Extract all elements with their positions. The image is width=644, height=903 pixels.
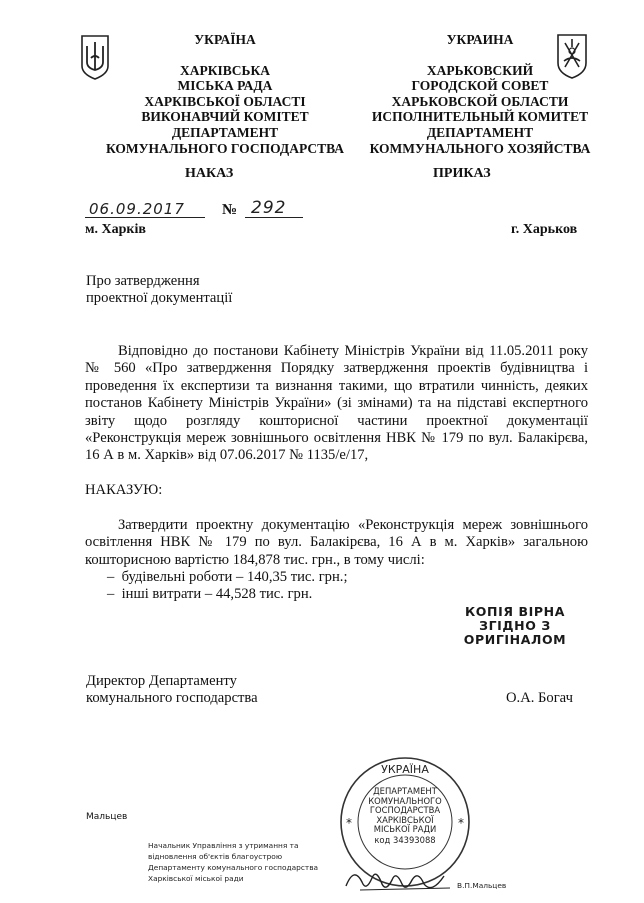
seal-star-left: * [346,816,352,830]
org-line: ДЕПАРТАМЕНТ [171,124,279,140]
copy-certified-stamp: КОПІЯ ВІРНА ЗГІДНО З ОРИГІНАЛОМ [463,604,567,647]
signatory-title: Директор Департаменту комунального господарства [86,673,258,707]
header-left [100,32,350,156]
org-line: ИСПОЛНИТЕЛЬНЫЙ КОМИТЕТ [371,109,589,125]
preamble: Відповідно до постанови Кабінету Міністрів України від 11.05.2011 року № 560 «Про затвердження Порядку затвердження проектів будівництва і проведення їх експертизи та визнання такими, що втратили чинність, деяких постанов Кабінету Міністрів України» (зі змінами) та на підставі експертного звіту щодо розгляду кошторисної частини проектної документації «Реконструкція мереж зовнішнього освітлення НВК № 179 по вул. Балакірєва, 16 А в м. Харків» від 07.06.2017 № 1135/е/17, [85,343,588,464]
order-number: 292 [251,198,287,218]
city-ru: г. Харьков [511,222,578,237]
org-line: КОММУНАЛЬНОГО ХОЗЯЙСТВА [369,140,591,156]
executor-name: Мальцев [86,812,128,822]
subject [86,273,232,308]
subject-line: Про затвердження [86,273,200,289]
order-word: НАКАЗУЮ: [85,482,163,498]
doc-type-ua: НАКАЗ [185,166,234,181]
signature-scribble [340,862,460,896]
seal-star-right: * [458,816,464,830]
signatory-name: О.А. Богач [506,690,573,706]
list-item: – будівельні роботи – 140,35 тис. грн.; [107,569,348,585]
org-line: ВИКОНАВЧИЙ КОМІТЕТ [141,109,309,125]
certify-block: Начальник Управління з утримання та відновлення об'єктів благоустрою Департаменту комунального господарства Харківської міської ради [148,841,319,883]
org-line: ДЕПАРТАМЕНТ [426,124,534,140]
org-line: ХАРЬКОВСКИЙ [426,62,534,78]
subject-line: проектної документації [86,290,233,307]
order-date: 06.09.2017 [89,200,185,218]
org-line: ХАРКІВСЬКА [179,62,270,78]
date-number-line [85,200,305,220]
country-ua: УКРАЇНА [194,32,256,47]
org-line: ГОРОДСКОЙ СОВЕТ [411,78,549,94]
org-line: МІСЬКА РАДА [177,78,273,94]
seal-ring-text: УКРАЇНА [381,763,429,776]
header-right [355,32,605,156]
org-line: ХАРКІВСЬКОЇ ОБЛАСТІ [144,93,306,109]
country-ru: УКРАИНА [446,32,514,47]
seal-center-text: ДЕПАРТАМЕНТ КОМУНАЛЬНОГО ГОСПОДАРСТВА ХАРКІВСЬКОЇ МІСЬКОЇ РАДИ код 34393088 [368,786,442,845]
order-text: Затвердити проектну документацію «Реконструкція мереж зовнішнього освітлення НВК № 179 по вул. Балакірєва, 16 А в м. Харків» загальною кошторисною вартістю 184,878 тис. грн., в тому числі: [85,517,588,568]
org-line: КОМУНАЛЬНОГО ГОСПОДАРСТВА [105,140,345,156]
doc-type-ru: ПРИКАЗ [433,166,491,181]
cost-items [107,569,348,604]
city-ua: м. Харків [85,222,146,237]
number-sign: № [222,202,238,218]
list-item: – інші витрати – 44,528 тис. грн. [107,586,313,603]
org-line: ХАРЬКОВСКОЙ ОБЛАСТИ [391,93,569,109]
certify-name: В.П.Мальцев [457,881,507,890]
